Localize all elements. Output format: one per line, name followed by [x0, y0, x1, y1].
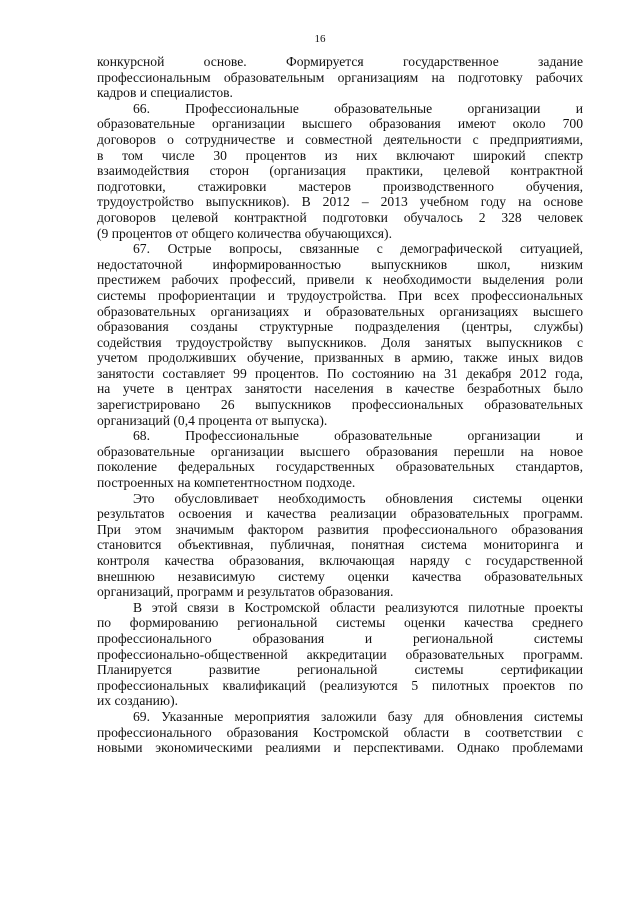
paragraph-5-line-7: организаций, программ и результатов образования.	[97, 584, 394, 600]
paragraph-3-line-5: образовательных организациях и образовательных организациях высшего	[97, 303, 583, 319]
paragraph-7-line-2: профессионального образования Костромской области в соответствии с	[97, 724, 583, 740]
paragraph-6-line-1: В этой связи в Костромской области реализуются пилотные проекты	[133, 599, 583, 615]
paragraph-5-line-4: становится объективная, публичная, понятная система мониторинга и	[97, 537, 583, 553]
paragraph-3-line-8: учетом продолживших обучение, призванных в армию, также иных видов	[97, 350, 583, 366]
paragraph-5-line-2: результатов освоения и качества реализации образовательных программ.	[97, 506, 583, 522]
paragraph-1-line-2: профессиональным образовательным организациям на подготовку рабочих	[97, 69, 583, 85]
paragraph-6-line-5: Планируется развитие региональной системы сертификации	[97, 662, 583, 678]
paragraph-2-line-6: подготовки, стажировки мастеров производственного обучения,	[97, 178, 583, 194]
paragraph-1-line-1: конкурсной основе. Формируется государственное задание	[97, 54, 583, 69]
paragraph-3-line-2: недостаточной информированностью выпускников школ, низким	[97, 256, 583, 272]
paragraph-3-line-9: занятости составляет 99 процентов. По состоянию на 31 декабря 2012 года,	[97, 365, 583, 381]
paragraph-3-line-4: системы профориентации и трудоустройства. При всех профессиональных	[97, 287, 583, 303]
paragraph-3-line-6: образования созданы структурные подразделения (центры, службы)	[97, 319, 583, 335]
paragraph-5-line-3: При этом значимым фактором развития профессионального образования	[97, 521, 583, 537]
page-number: 16	[314, 33, 326, 45]
paragraph-4-line-4: построенных на компетентностном подходе.	[97, 475, 356, 491]
paragraph-3-line-1: 67. Острые вопросы, связанные с демографической ситуацией,	[133, 241, 583, 257]
paragraph-6-line-7: их созданию).	[97, 693, 179, 709]
paragraph-5-line-1: Это обусловливает необходимость обновления системы оценки	[133, 490, 583, 506]
paragraph-5-line-5: контроля качества образования, включающая наряду с государственной	[97, 553, 583, 568]
paragraph-4-line-2: образовательные организации высшего образования перешли на новое	[97, 443, 583, 459]
paragraph-2-line-3: договоров о сотрудничестве и совместной деятельности с предприятиями,	[97, 131, 583, 147]
paragraph-6-line-2: по формированию региональной системы оценки качества среднего	[97, 615, 583, 631]
paragraph-2-line-2: образовательные организации высшего образования имеют около 700	[97, 116, 583, 132]
paragraph-3-line-12: организаций (0,4 процента от выпуска).	[97, 412, 328, 428]
paragraph-2-line-9: (9 процентов от общего количества обучающихся).	[97, 225, 392, 241]
paragraph-7-line-3: новыми экономическими реалиями и перспективами. Однако проблемами	[97, 740, 583, 756]
paragraph-4-line-3: поколение федеральных государственных образовательных стандартов,	[97, 459, 583, 475]
paragraph-6-line-4: профессионально-общественной аккредитации образовательных программ.	[97, 646, 583, 662]
paragraph-1-line-3: кадров и специалистов.	[97, 85, 233, 101]
paragraph-3-line-7: содействия трудоустройству выпускников. Доля занятых выпускников с	[97, 334, 583, 350]
paragraph-4-line-1: 68. Профессиональные образовательные организации и	[133, 428, 583, 444]
paragraph-2-line-8: договоров целевой контрактной подготовки обучалось 2 328 человек	[97, 209, 583, 225]
paragraph-3-line-3: престижем рабочих профессий, привели к необходимости выделения роли	[97, 272, 583, 288]
paragraph-2-line-5: взаимодействия сторон (организация практики, целевой контрактной	[97, 163, 583, 179]
paragraph-6-line-6: профессиональных квалификаций (реализуются 5 пилотных проектов по	[97, 677, 583, 693]
paragraph-3-line-10: на учете в центрах занятости населения в качестве безработных было	[97, 381, 583, 397]
paragraph-2-line-7: трудоустройство выпускников). В 2012 – 2013 учебном году на основе	[97, 194, 583, 210]
paragraph-6-line-3: профессионального образования и региональной системы	[97, 630, 583, 646]
paragraph-3-line-11: зарегистрировано 26 выпускников профессиональных образовательных	[97, 397, 583, 413]
paragraph-5-line-6: внешнюю независимую систему оценки качества образовательных	[97, 568, 583, 584]
paragraph-2-line-1: 66. Профессиональные образовательные организации и	[133, 100, 583, 116]
paragraph-2-line-4: в том числе 30 процентов из них включают широкий спектр	[97, 147, 583, 163]
document-body	[97, 54, 583, 756]
paragraph-7-line-1: 69. Указанные мероприятия заложили базу для обновления системы	[133, 708, 583, 724]
